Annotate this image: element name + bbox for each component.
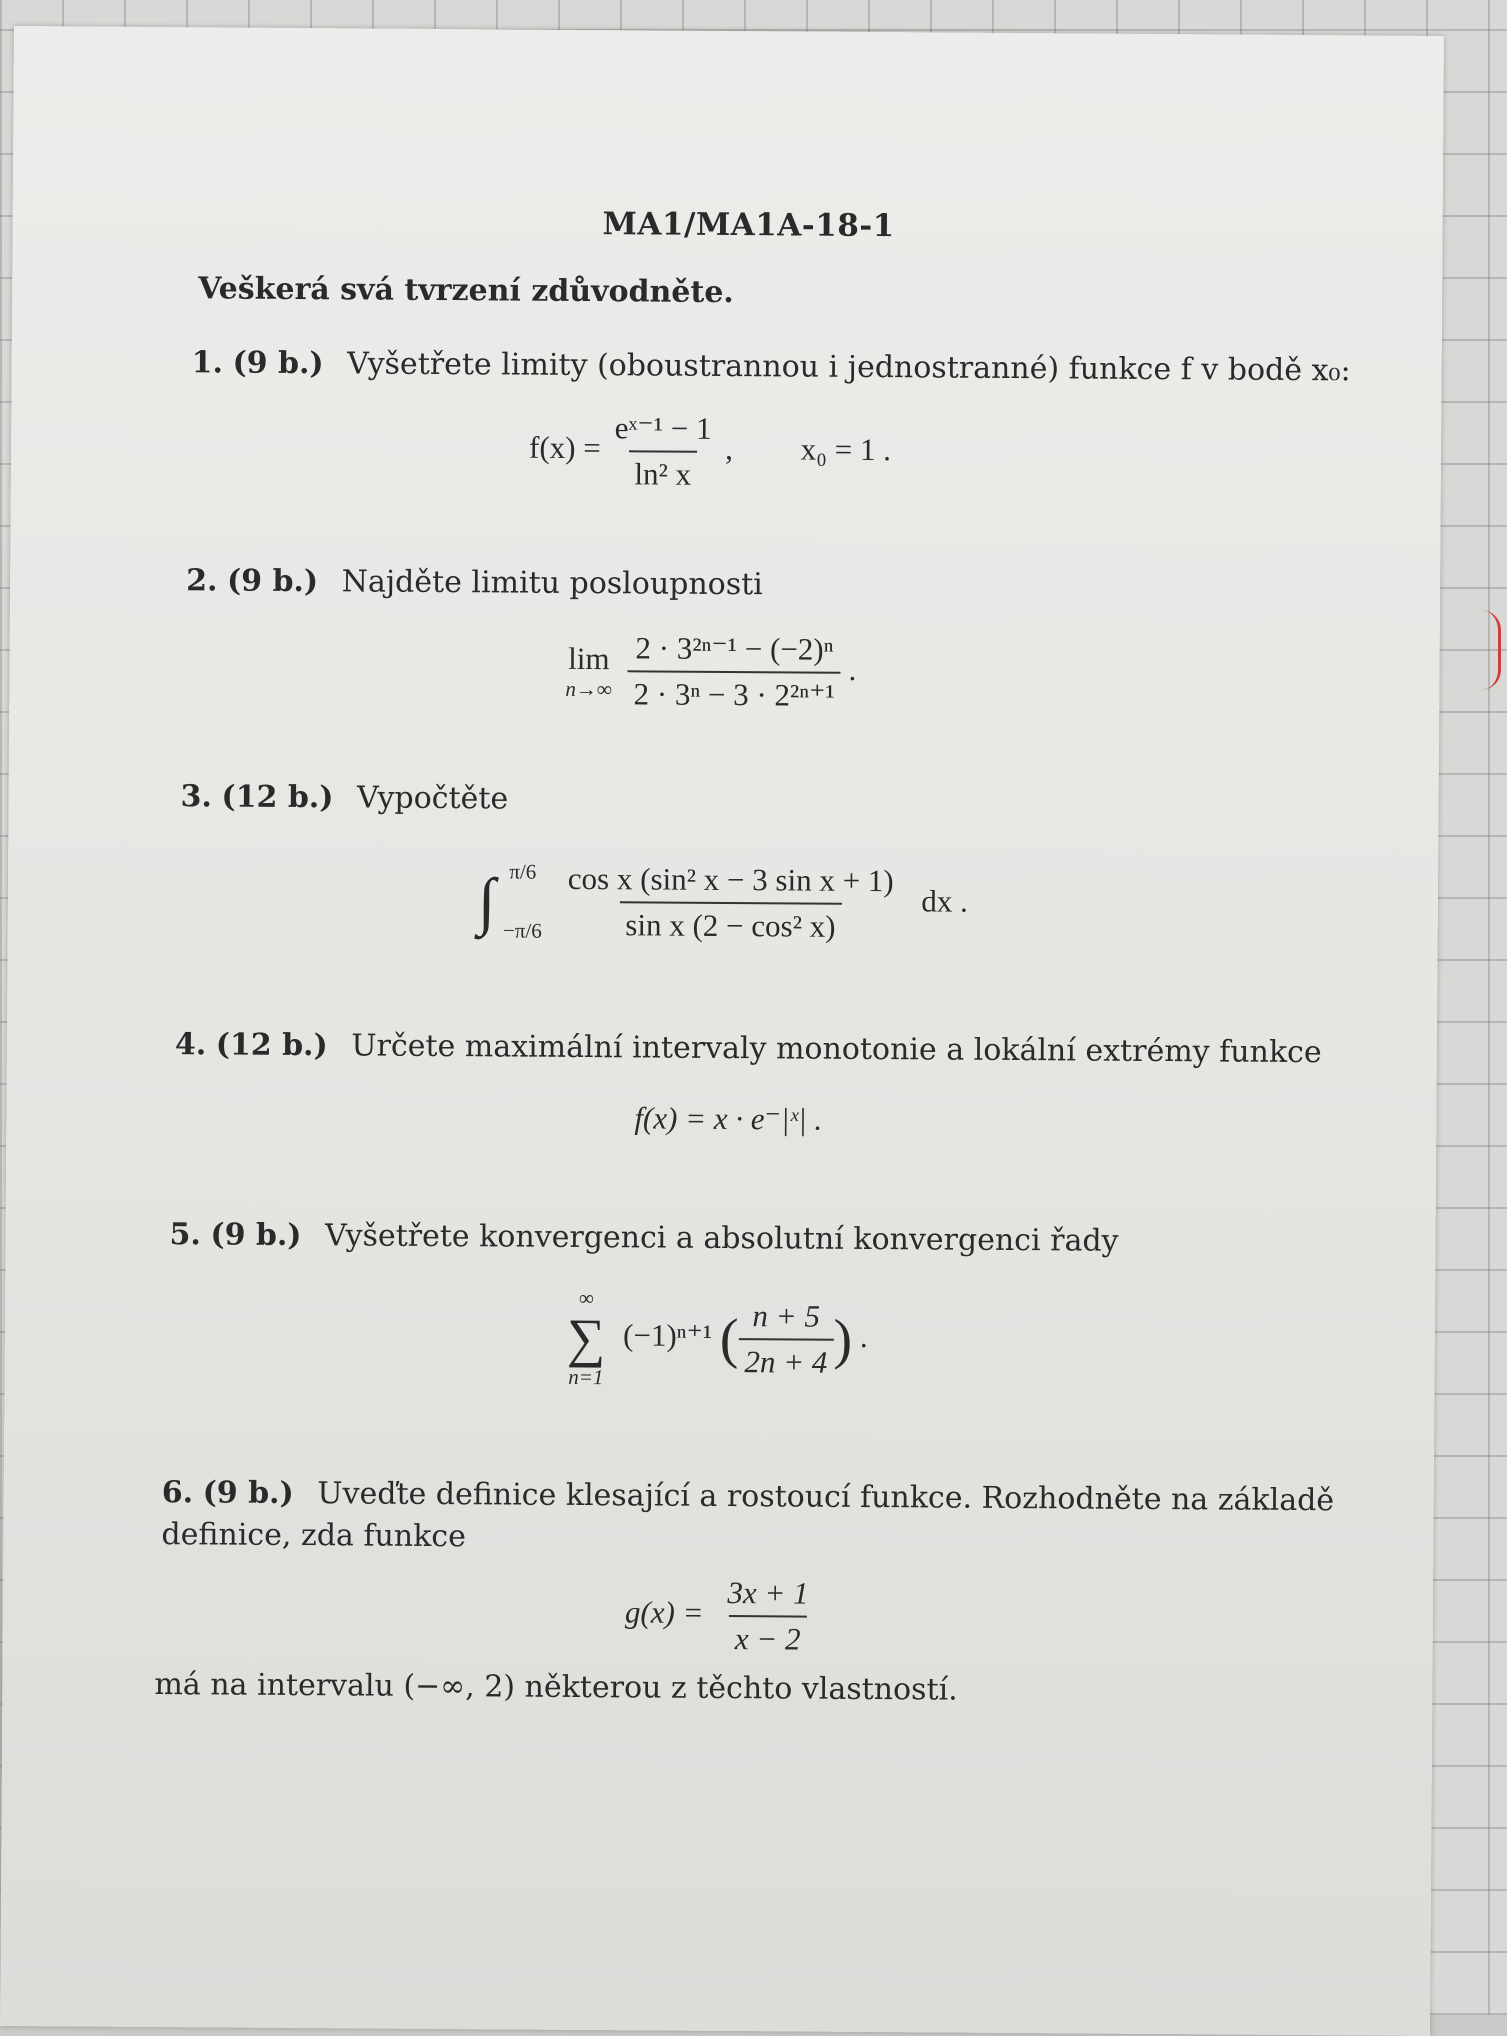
problem-4-formula: f(x) = x · e⁻|ˣ| .: [634, 1100, 823, 1137]
denominator: 2n + 4: [738, 1338, 833, 1381]
upper-bound: π/6: [509, 859, 537, 884]
problem-text: Určete maximální intervaly monotonie a lokální extrémy funkce: [351, 1028, 1322, 1071]
denominator: x − 2: [729, 1615, 807, 1658]
formula-lhs: g(x) =: [624, 1594, 704, 1630]
red-pen-mark: [1468, 610, 1501, 690]
point-value: x₀ = 1 .: [800, 431, 892, 468]
problem-5-formula: [566, 1286, 868, 1392]
problem-6-text-line3: má na intervalu (−∞, 2) některou z těchto vlastností.: [154, 1667, 958, 1708]
sum-upper: ∞: [578, 1285, 594, 1311]
end-mark: .: [859, 1319, 868, 1355]
exam-sheet: [0, 26, 1444, 2036]
numerator: cos x (sin² x − 3 sin x + 1): [567, 860, 894, 899]
problem-6-heading: [162, 1475, 1335, 1518]
integral-bounds: [503, 859, 542, 943]
problem-2-heading: [186, 563, 763, 602]
denominator: ln² x: [628, 450, 697, 492]
instruction: Veškerá svá tvrzení zdůvodněte.: [198, 271, 734, 311]
differential: dx .: [921, 883, 968, 919]
separator: ,: [725, 431, 734, 467]
numerator: 2 · 3²ⁿ⁻¹ − (−2)ⁿ: [635, 630, 834, 667]
problem-points: (9 b.): [226, 563, 319, 600]
lower-bound: −π/6: [502, 918, 542, 943]
problem-5-heading: [169, 1217, 1118, 1259]
sum-operator: [566, 1286, 605, 1390]
problem-number: 1.: [191, 345, 224, 381]
sign-term: (−1)ⁿ⁺¹: [623, 1317, 713, 1354]
problem-text: Najděte limitu posloupnosti: [341, 564, 763, 603]
problem-points: (9 b.): [232, 345, 324, 382]
left-paren-icon: (: [719, 1307, 739, 1371]
lim-label: lim: [568, 640, 610, 676]
denominator: sin x (2 − cos² x): [619, 901, 841, 945]
numerator: eˣ⁻¹ − 1: [614, 410, 712, 446]
problem-points: (12 b.): [221, 779, 334, 816]
problem-2-formula: [565, 630, 856, 714]
problem-text: Vyšetřete konvergenci a absolutní konvergenci řady: [325, 1218, 1119, 1259]
lim-subscript: n→∞: [565, 676, 612, 701]
problem-number: 4.: [174, 1027, 207, 1063]
problem-number: 3.: [180, 779, 213, 815]
problem-3-heading: [181, 779, 509, 816]
formula-lhs: f(x) =: [528, 429, 601, 466]
sigma-icon: ∑: [566, 1307, 606, 1369]
end-mark: .: [848, 651, 857, 688]
fraction: [721, 1575, 815, 1658]
problem-1-formula: [529, 410, 891, 495]
integral-sign-icon: ∫: [477, 865, 496, 937]
problem-text: Uveďte definice klesající a rostoucí funkce. Rozhodněte na základě: [317, 1476, 1335, 1519]
problem-number: 6.: [161, 1475, 194, 1511]
fraction: [608, 410, 717, 493]
problem-points: (12 b.): [215, 1027, 328, 1064]
numerator: 3x + 1: [727, 1575, 809, 1611]
problem-4-heading: [175, 1027, 1322, 1070]
problem-3-formula: [478, 859, 968, 946]
problem-6-text-line2: definice, zda funkce: [161, 1517, 467, 1555]
problem-number: 5.: [169, 1217, 202, 1253]
problem-1-heading: [192, 345, 1351, 388]
fraction: [561, 861, 899, 945]
right-paren-icon: ): [833, 1308, 853, 1371]
fraction: [738, 1298, 833, 1381]
numerator: n + 5: [752, 1298, 821, 1334]
fraction: [627, 630, 841, 713]
problem-text: Vypočtěte: [356, 780, 509, 817]
problem-6-formula: [625, 1574, 815, 1657]
sum-lower: n=1: [568, 1364, 604, 1390]
problem-points: (9 b.): [210, 1217, 302, 1254]
denominator: 2 · 3ⁿ − 3 · 2²ⁿ⁺¹: [627, 670, 840, 713]
exam-title: MA1/MA1A-18-1: [602, 206, 895, 245]
problem-points: (9 b.): [202, 1475, 294, 1511]
problem-text: Vyšetřete limity (oboustrannou i jednostranné) funkce f v bodě x₀:: [347, 346, 1351, 389]
limit-operator: [565, 640, 612, 701]
problem-number: 2.: [186, 563, 218, 599]
